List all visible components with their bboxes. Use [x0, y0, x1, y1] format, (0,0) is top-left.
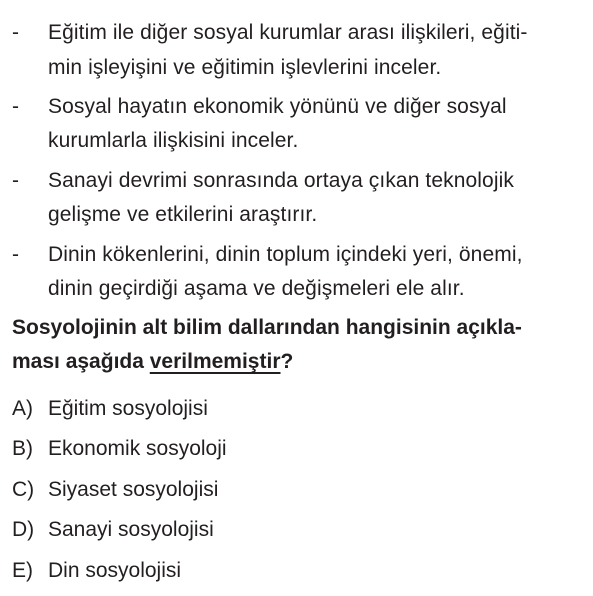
item-3-line-2: gelişme ve etkilerini araştırır.: [48, 203, 318, 226]
item-4-line-1: Dinin kökenlerini, dinin toplum içindeki yeri, önemi,: [48, 243, 523, 266]
bullet-marker: -: [12, 243, 19, 266]
question-line-1: Sosyolojinin alt bilim dallarından hangisinin açıkla-: [12, 316, 522, 339]
item-2-line-2: kurumlarla ilişkisini inceler.: [48, 129, 299, 152]
question-emphasis: verilmemiştir: [149, 350, 281, 373]
option-text: Siyaset sosyolojisi: [48, 478, 219, 501]
question-line-2: [12, 345, 293, 379]
item-2-line-1: Sosyal hayatın ekonomik yönünü ve diğer sosyal: [48, 95, 507, 118]
option-b[interactable]: [12, 432, 227, 466]
question-prefix: ması aşağıda: [12, 350, 150, 373]
item-1-line-1: Eğitim ile diğer sosyal kurumlar arası ilişkileri, eğiti-: [48, 21, 528, 44]
option-letter: C): [12, 478, 35, 501]
item-4-line-2: dinin geçirdiği aşama ve değişmeleri ele alır.: [48, 277, 465, 300]
option-c[interactable]: [12, 473, 218, 507]
option-d[interactable]: [12, 513, 214, 547]
bullet-marker: -: [12, 169, 19, 192]
option-letter: A): [12, 397, 33, 420]
option-e[interactable]: [12, 554, 181, 588]
option-text: Ekonomik sosyoloji: [48, 437, 227, 460]
option-text: Sanayi sosyolojisi: [48, 518, 214, 541]
bullet-marker: -: [12, 95, 19, 118]
option-letter: D): [12, 518, 35, 541]
question-suffix: ?: [280, 350, 294, 373]
option-letter: B): [12, 437, 33, 460]
item-1-line-2: min işleyişini ve eğitimin işlevlerini inceler.: [48, 56, 442, 79]
item-3-line-1: Sanayi devrimi sonrasında ortaya çıkan teknolojik: [48, 169, 514, 192]
option-letter: E): [12, 559, 33, 582]
option-text: Din sosyolojisi: [48, 559, 182, 582]
option-a[interactable]: [12, 392, 208, 426]
bullet-marker: -: [12, 21, 19, 44]
option-text: Eğitim sosyolojisi: [48, 397, 208, 420]
